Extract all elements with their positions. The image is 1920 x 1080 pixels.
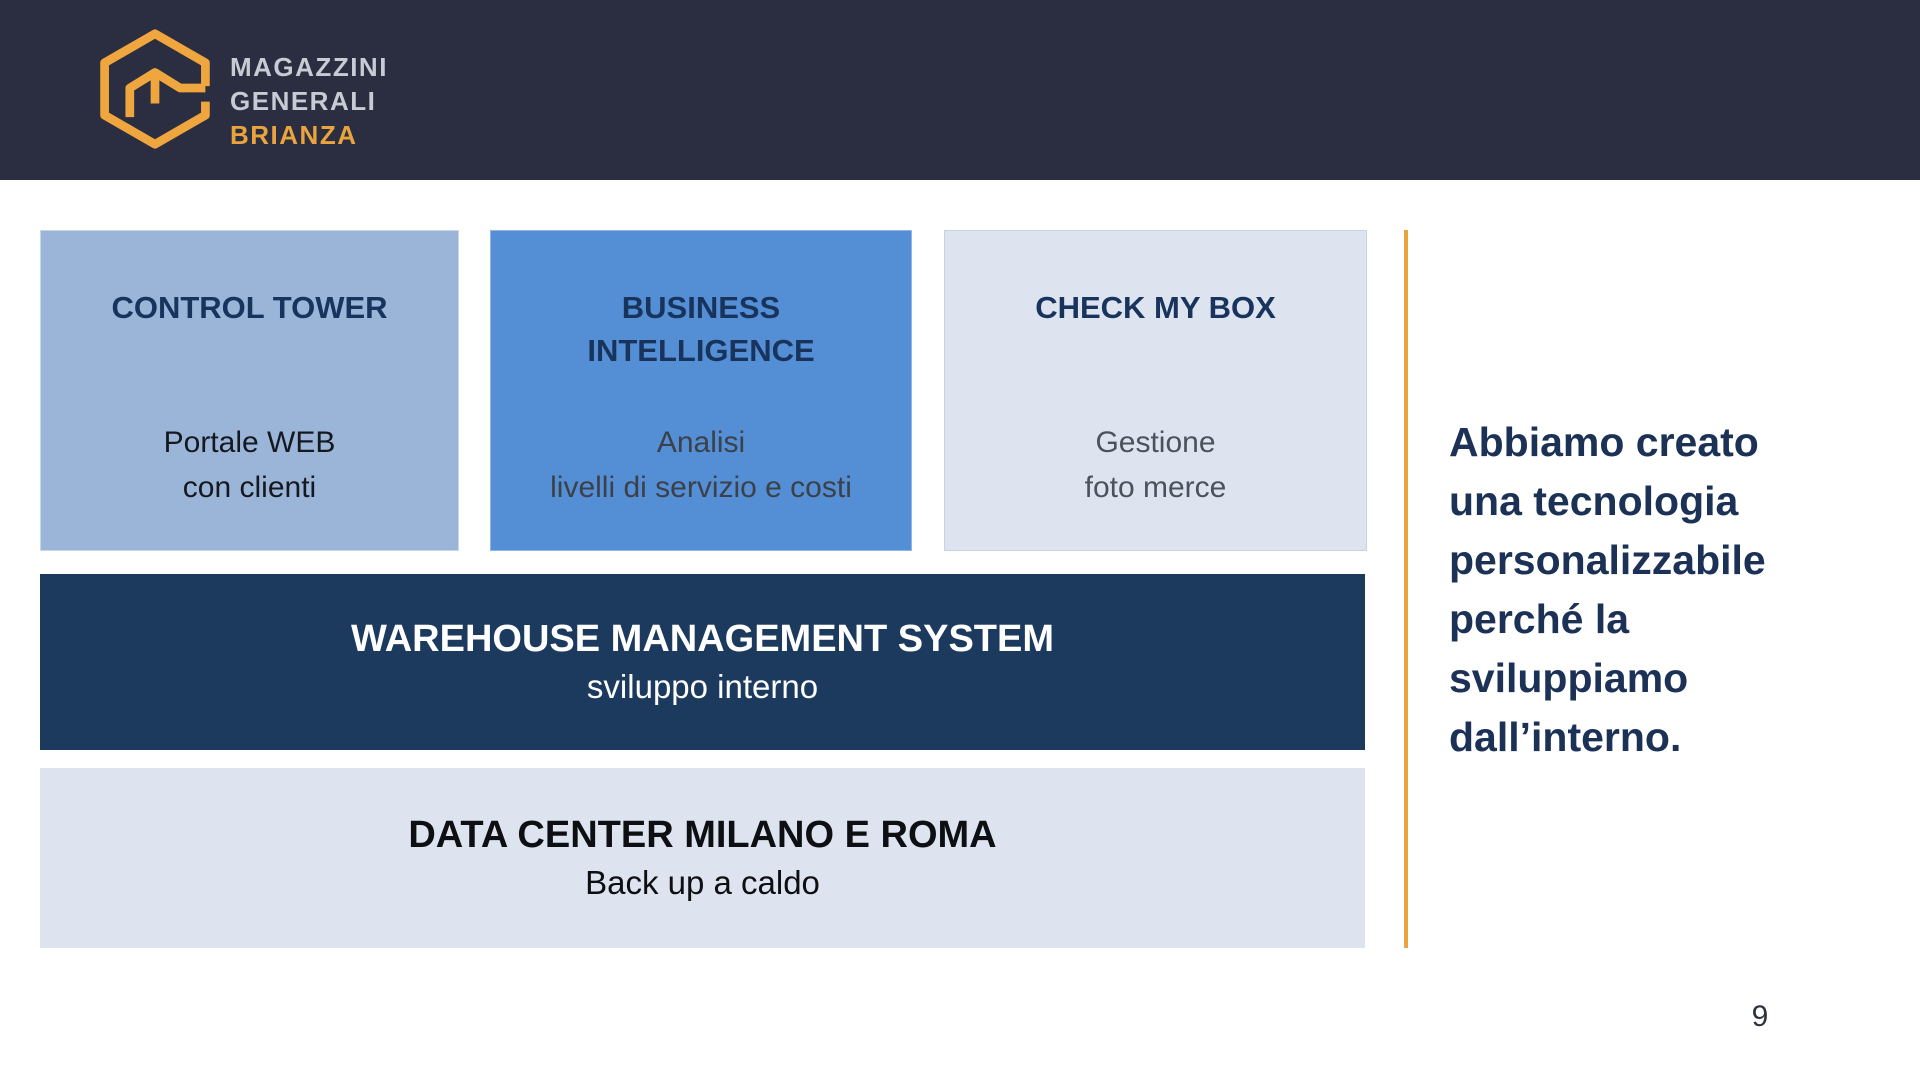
claim-line-4: perché la (1449, 596, 1630, 642)
business-intelligence-subtitle-line1: Analisi (656, 426, 746, 459)
control-tower-subtitle (41, 420, 458, 510)
wms-title: WAREHOUSE MANAGEMENT SYSTEM (350, 618, 1055, 660)
business-intelligence-title-line2: INTELLIGENCE (587, 333, 815, 368)
data-center-subtitle: Back up a caldo (585, 864, 820, 901)
check-my-box-title (945, 286, 1366, 329)
company-name (230, 26, 388, 152)
check-my-box-box (944, 230, 1367, 551)
claim-line-2: una tecnologia (1449, 478, 1739, 524)
control-tower-subtitle-line1: Portale WEB (163, 426, 336, 459)
business-intelligence-box (490, 230, 912, 551)
company-logo (96, 26, 388, 152)
check-my-box-subtitle-line1: Gestione (1095, 426, 1216, 459)
data-center-bar (40, 768, 1365, 948)
claim-text (1449, 413, 1879, 767)
slide-header-band (0, 0, 1920, 180)
control-tower-box (40, 230, 459, 551)
logo-line-magazzini: MAGAZZINI (230, 52, 388, 82)
control-tower-title-text: CONTROL TOWER (111, 290, 388, 325)
check-my-box-title-text: CHECK MY BOX (1035, 290, 1276, 325)
control-tower-title (41, 286, 458, 329)
logo-line-brianza: BRIANZA (230, 120, 358, 150)
claim-line-6: dall’interno. (1449, 714, 1682, 760)
control-tower-subtitle-line2: con clienti (182, 471, 317, 504)
business-intelligence-title (491, 286, 911, 372)
logo-line-generali: GENERALI (230, 86, 377, 116)
business-intelligence-subtitle (491, 420, 911, 510)
business-intelligence-subtitle-line2: livelli di servizio e costi (550, 471, 852, 504)
check-my-box-subtitle-line2: foto merce (1084, 471, 1227, 504)
business-intelligence-title-line1: BUSINESS (621, 290, 781, 325)
check-my-box-subtitle (945, 420, 1366, 510)
claim-line-1: Abbiamo creato (1449, 419, 1759, 465)
vertical-accent-divider (1404, 230, 1408, 948)
wms-subtitle: sviluppo interno (586, 668, 819, 705)
warehouse-management-system-bar (40, 574, 1365, 750)
claim-line-3: personalizzabile (1449, 537, 1766, 583)
claim-line-5: sviluppiamo (1449, 655, 1689, 701)
gm-hexagon-logo-icon (96, 26, 214, 152)
data-center-title: DATA CENTER MILANO E ROMA (408, 814, 997, 856)
page-number: 9 (1751, 1000, 1769, 1033)
